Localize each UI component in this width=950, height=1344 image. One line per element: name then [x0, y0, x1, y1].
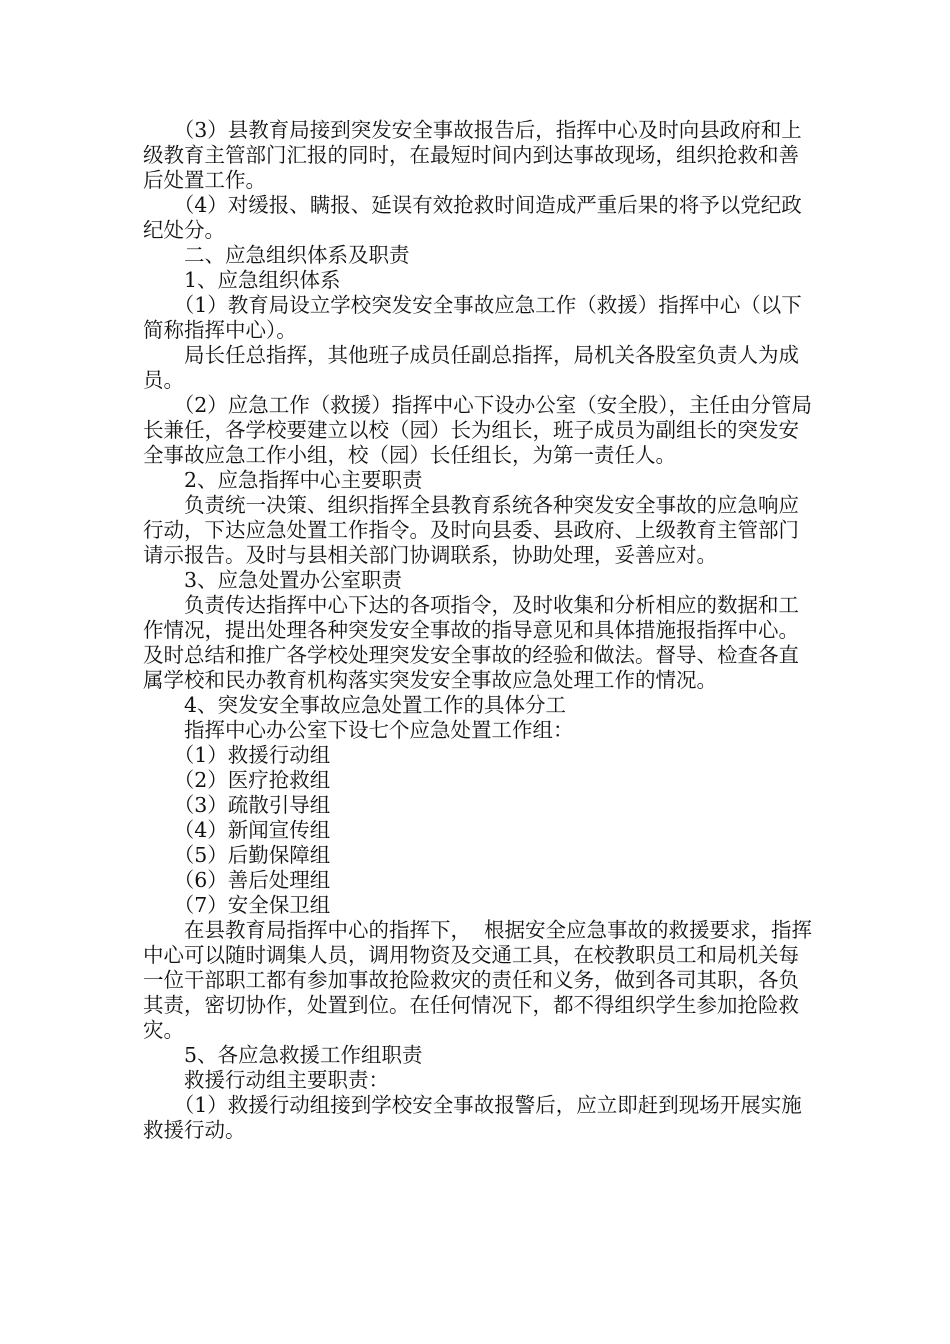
- paragraph: 局长任总指挥，其他班子成员任副总指挥，局机关各股室负责人为成员。: [143, 343, 799, 392]
- list-item: （4）新闻宣传组: [143, 818, 331, 842]
- list-item: （7）安全保卫组: [143, 893, 331, 917]
- list-item: （1）救援行动组: [143, 743, 331, 767]
- document-body: [143, 118, 813, 1143]
- subsection-heading: 4、突发安全事故应急处置工作的具体分工: [143, 693, 567, 717]
- paragraph: 在县教育局指挥中心的指挥下， 根据安全应急事故的救援要求，指挥中心可以随时调集人员，调用物资及交通工具，在校教职员工和局机关每一位干部职工都有参加事故抢险救灾的责任和义务，做到各司其职，各负其责，密切协作，处置到位。在任何情况下，都不得组织学生参加抢险救灾。: [143, 918, 813, 1042]
- paragraph: （1）教育局设立学校突发安全事故应急工作（救援）指挥中心（以下简称指挥中心）。: [143, 293, 802, 342]
- subsection-heading: 3、应急处置办公室职责: [143, 568, 403, 592]
- list-item: （3）疏散引导组: [143, 793, 331, 817]
- list-item: （5）后勤保障组: [143, 843, 331, 867]
- subsection-heading: 5、各应急救援工作组职责: [143, 1043, 423, 1067]
- list-item: （2）医疗抢救组: [143, 768, 331, 792]
- paragraph: （1）救援行动组接到学校安全事故报警后，应立即赶到现场开展实施救援行动。: [143, 1093, 802, 1142]
- paragraph: 救援行动组主要职责：: [143, 1068, 389, 1092]
- list-item: （6）善后处理组: [143, 868, 331, 892]
- section-heading: 二、应急组织体系及职责: [143, 243, 410, 267]
- subsection-heading: 2、应急指挥中心主要职责: [143, 468, 423, 492]
- subsection-heading: 1、应急组织体系: [143, 268, 341, 292]
- paragraph: 指挥中心办公室下设七个应急处置工作组：: [143, 718, 574, 742]
- paragraph: 负责传达指挥中心下达的各项指令，及时收集和分析相应的数据和工作情况，提出处理各种突发安全事故的指导意见和具体措施报指挥中心。及时总结和推广各学校处理突发安全事故的经验和做法。督导、检查各直属学校和民办教育机构落实突发安全事故应急处理工作的情况。: [143, 593, 799, 692]
- paragraph: 负责统一决策、组织指挥全县教育系统各种突发安全事故的应急响应行动，下达应急处置工作指令。及时向县委、县政府、上级教育主管部门请示报告。及时与县相关部门协调联系，协助处理，妥善应对。: [143, 493, 799, 567]
- paragraph: （3）县教育局接到突发安全事故报告后，指挥中心及时向县政府和上级教育主管部门汇报的同时，在最短时间内到达事故现场，组织抢救和善后处置工作。: [143, 118, 802, 192]
- paragraph: （4）对缓报、瞒报、延误有效抢救时间造成严重后果的将予以党纪政纪处分。: [143, 193, 802, 242]
- paragraph: （2）应急工作（救援）指挥中心下设办公室（安全股），主任由分管局长兼任，各学校要建立以校（园）长为组长，班子成员为副组长的突发安全事故应急工作小组，校（园）长任组长，为第一责任人。: [143, 393, 813, 467]
